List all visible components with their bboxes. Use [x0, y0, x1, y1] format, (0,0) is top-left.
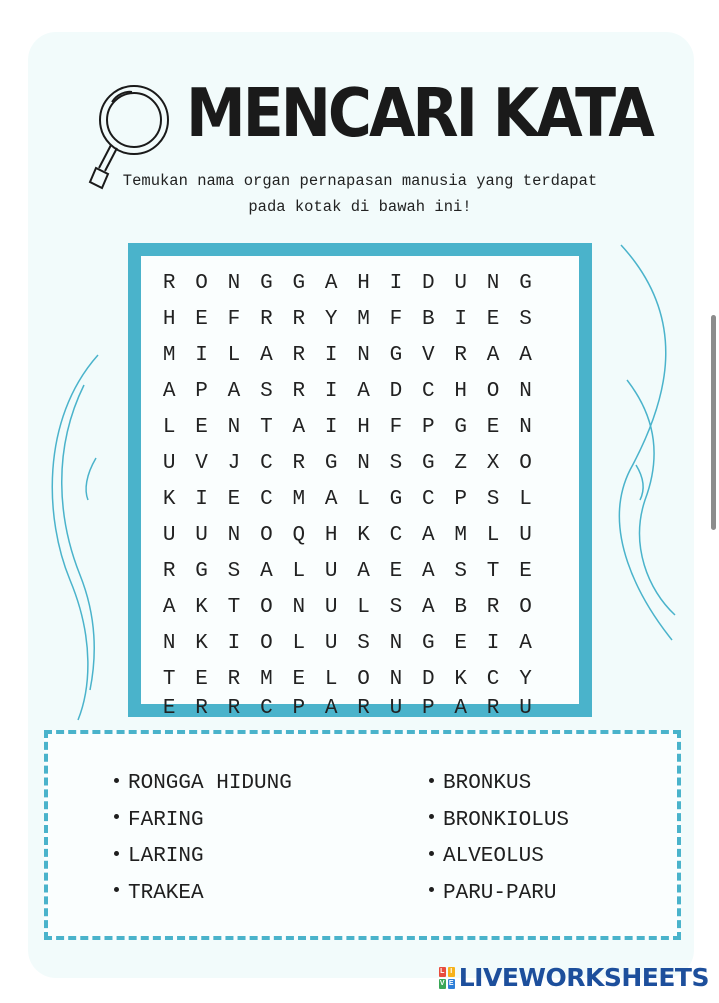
grid-cell[interactable]: U [195, 523, 208, 547]
grid-cell[interactable]: R [486, 697, 500, 720]
grid-cell[interactable]: K [195, 631, 208, 655]
grid-cell[interactable]: A [227, 379, 241, 403]
grid-cell[interactable]: R [486, 595, 500, 619]
word-list-right [429, 766, 569, 912]
grid-cell[interactable]: C [260, 487, 273, 511]
grid-cell[interactable]: O [519, 595, 532, 619]
page-title: MENCARI KATA [186, 74, 652, 153]
word-label: TRAKEA [128, 881, 204, 905]
grid-cell[interactable]: E [195, 415, 208, 439]
logo-tile: E [448, 979, 454, 987]
word-list-item [114, 766, 292, 803]
grid-cell[interactable]: N [389, 631, 403, 655]
grid-cell[interactable]: C [422, 379, 435, 403]
grid-cell[interactable]: S [519, 307, 532, 331]
grid-cell[interactable]: G [292, 271, 306, 295]
grid-cell[interactable]: R [292, 307, 306, 331]
grid-cell[interactable]: P [292, 697, 306, 720]
grid-cell[interactable]: N [389, 667, 403, 691]
grid-cell[interactable]: J [227, 451, 241, 475]
grid-cell[interactable]: I [227, 631, 241, 655]
grid-cell[interactable]: N [357, 343, 370, 367]
grid-cell[interactable]: O [260, 595, 273, 619]
grid-cell[interactable]: E [227, 487, 241, 511]
grid-cell[interactable]: O [195, 271, 208, 295]
grid-cell[interactable]: M [454, 523, 468, 547]
grid-cell[interactable]: R [162, 559, 176, 583]
grid-cell[interactable]: G [195, 559, 208, 583]
grid-cell[interactable]: V [422, 343, 435, 367]
grid-cell[interactable]: C [389, 523, 403, 547]
grid-cell[interactable]: K [195, 595, 208, 619]
grid-cell[interactable]: E [162, 697, 176, 720]
grid-cell[interactable]: N [227, 415, 241, 439]
grid-cell[interactable]: I [389, 271, 403, 295]
grid-cell[interactable]: D [422, 667, 435, 691]
grid-cell[interactable]: A [422, 595, 435, 619]
grid-cell[interactable]: G [389, 343, 403, 367]
grid-cell[interactable]: C [260, 697, 273, 720]
grid-cell[interactable]: A [324, 487, 338, 511]
grid-cell[interactable]: H [454, 379, 468, 403]
grid-cell[interactable]: D [389, 379, 403, 403]
grid-cell[interactable]: N [519, 415, 532, 439]
grid-cell[interactable]: P [195, 379, 208, 403]
grid-cell[interactable]: A [357, 379, 370, 403]
grid-cell[interactable]: N [519, 379, 532, 403]
word-list-item [114, 803, 292, 840]
word-label: RONGGA HIDUNG [128, 772, 292, 795]
grid-cell[interactable]: O [260, 523, 273, 547]
grid-cell[interactable]: L [162, 415, 176, 439]
grid-cell[interactable]: R [292, 379, 306, 403]
word-label: PARU-PARU [443, 881, 557, 905]
grid-cell[interactable]: M [292, 487, 306, 511]
grid-cell[interactable]: A [324, 271, 338, 295]
grid-cell[interactable]: R [357, 697, 370, 720]
grid-cell[interactable]: A [162, 595, 176, 619]
grid-cell[interactable]: E [195, 307, 208, 331]
grid-cell[interactable]: U [519, 697, 532, 720]
grid-cell[interactable]: R [195, 697, 208, 720]
word-label: LARING [128, 845, 204, 868]
grid-cell[interactable]: A [454, 697, 468, 720]
grid-cell[interactable]: C [260, 451, 273, 475]
logo-tile: V [439, 979, 445, 987]
grid-cell[interactable]: H [357, 271, 370, 295]
grid-cell[interactable]: S [389, 451, 403, 475]
grid-cell[interactable]: A [486, 343, 500, 367]
brand-name: LIVEWORKSHEETS [458, 963, 709, 992]
grid-cell[interactable]: L [519, 487, 532, 511]
grid-cell[interactable]: Z [454, 451, 468, 475]
grid-cell[interactable]: I [486, 631, 500, 655]
grid-cell[interactable]: S [486, 487, 500, 511]
logo-tile: I [448, 967, 455, 977]
grid-cell[interactable]: A [260, 343, 273, 367]
word-list-item [114, 839, 292, 876]
grid-cell[interactable]: T [260, 415, 273, 439]
grid-cell[interactable]: N [227, 271, 241, 295]
grid-cell[interactable]: E [195, 667, 208, 691]
grid-cell[interactable]: L [357, 487, 370, 511]
grid-cell[interactable]: L [292, 631, 306, 655]
grid-cell[interactable]: S [227, 559, 241, 583]
grid-cell[interactable]: H [324, 523, 338, 547]
grid-cell[interactable]: F [389, 307, 403, 331]
word-label: BRONKUS [443, 772, 532, 795]
grid-cell[interactable]: L [324, 667, 338, 691]
grid-cell[interactable]: G [260, 271, 273, 295]
bullet-icon [114, 778, 119, 783]
grid-cell[interactable]: U [454, 271, 468, 295]
grid-cell[interactable]: K [454, 667, 468, 691]
grid-cell[interactable]: U [519, 523, 532, 547]
grid-cell[interactable]: N [292, 595, 306, 619]
word-label: ALVEOLUS [443, 845, 544, 868]
grid-cell[interactable]: L [292, 559, 306, 583]
grid-cell[interactable]: U [324, 631, 338, 655]
grid-cell[interactable]: E [486, 415, 500, 439]
grid-cell[interactable]: R [227, 667, 241, 691]
grid-cell[interactable]: E [454, 631, 468, 655]
grid-cell[interactable]: I [324, 343, 338, 367]
grid-cell[interactable]: P [422, 697, 435, 720]
grid-cell[interactable]: X [486, 451, 500, 475]
grid-cell[interactable]: N [227, 523, 241, 547]
grid-cell[interactable]: A [324, 697, 338, 720]
word-search-frame [128, 243, 592, 720]
grid-cell[interactable]: L [227, 343, 241, 367]
grid-cell[interactable]: I [195, 487, 208, 511]
grid-cell[interactable]: R [292, 343, 306, 367]
liveworksheets-logo-icon [439, 967, 455, 989]
word-label: FARING [128, 808, 204, 832]
grid-cell[interactable]: E [519, 559, 532, 583]
grid-cell[interactable]: T [486, 559, 500, 583]
grid-cell[interactable]: B [454, 595, 468, 619]
grid-cell[interactable]: O [357, 667, 370, 691]
grid-cell[interactable]: G [389, 487, 403, 511]
grid-cell[interactable]: Q [292, 523, 306, 547]
grid-cell[interactable]: F [389, 415, 403, 439]
word-list-item [429, 803, 569, 840]
grid-cell[interactable]: P [422, 415, 435, 439]
grid-cell[interactable]: G [454, 415, 468, 439]
grid-cell[interactable]: B [422, 307, 435, 331]
grid-cell[interactable]: G [519, 271, 532, 295]
grid-cell[interactable]: O [260, 631, 273, 655]
grid-cell[interactable]: A [260, 559, 273, 583]
grid-cell[interactable]: I [324, 415, 338, 439]
grid-cell[interactable]: M [162, 343, 176, 367]
word-list-left [114, 766, 292, 912]
grid-cell[interactable]: Y [324, 307, 338, 331]
bullet-icon [114, 851, 119, 856]
bullet-icon [114, 887, 119, 892]
grid-cell[interactable]: T [227, 595, 241, 619]
grid-cell[interactable]: C [486, 667, 500, 691]
grid-cell[interactable]: C [422, 487, 435, 511]
grid-cell[interactable]: U [162, 451, 176, 475]
grid-cell[interactable]: N [162, 631, 176, 655]
grid-cell[interactable]: P [454, 487, 468, 511]
grid-cell[interactable]: Y [519, 667, 532, 691]
grid-cell[interactable]: I [195, 343, 208, 367]
grid-cell[interactable]: A [519, 343, 532, 367]
grid-cell[interactable]: S [389, 595, 403, 619]
grid-cell[interactable]: F [227, 307, 241, 331]
grid-cell[interactable]: S [260, 379, 273, 403]
word-list-item [114, 876, 292, 913]
grid-cell[interactable]: S [357, 631, 370, 655]
grid-cell[interactable]: H [357, 415, 370, 439]
bullet-icon [114, 814, 119, 819]
grid-cell[interactable]: A [292, 415, 306, 439]
grid-cell[interactable]: G [422, 451, 435, 475]
grid-cell[interactable]: U [389, 697, 403, 720]
word-label: BRONKIOLUS [443, 808, 570, 832]
grid-cell[interactable]: A [422, 523, 435, 547]
word-list-item [429, 839, 569, 876]
footer-brand[interactable] [439, 963, 709, 992]
grid-cell[interactable]: O [519, 451, 532, 475]
grid-cell[interactable]: U [324, 595, 338, 619]
bullet-icon [429, 887, 434, 892]
grid-cell[interactable]: G [324, 451, 338, 475]
grid-cell[interactable]: L [486, 523, 500, 547]
grid-cell[interactable]: A [162, 379, 176, 403]
grid-cell[interactable]: E [292, 667, 306, 691]
grid-cell[interactable]: S [454, 559, 468, 583]
grid-cell[interactable]: M [260, 667, 273, 691]
grid-cell[interactable]: L [357, 595, 370, 619]
grid-cell[interactable]: R [260, 307, 273, 331]
grid-cell[interactable]: M [357, 307, 370, 331]
scrollbar[interactable] [711, 315, 716, 530]
grid-cell[interactable]: A [519, 631, 532, 655]
instruction-text: Temukan nama organ pernapasan manusia yang terdapat pada kotak di bawah ini! [122, 172, 598, 216]
bullet-icon [429, 851, 434, 856]
grid-cell[interactable]: U [324, 559, 338, 583]
grid-cell[interactable]: R [292, 451, 306, 475]
grid-cell[interactable]: E [389, 559, 403, 583]
grid-cell[interactable]: K [357, 523, 370, 547]
logo-tile: L [440, 967, 445, 975]
bullet-icon [429, 814, 434, 819]
word-list-box [44, 730, 681, 940]
grid-cell[interactable]: R [227, 697, 241, 720]
grid-cell[interactable]: K [162, 487, 176, 511]
grid-cell[interactable]: A [422, 559, 435, 583]
grid-cell[interactable]: O [486, 379, 500, 403]
grid-cell[interactable]: A [357, 559, 370, 583]
grid-cell[interactable]: R [454, 343, 468, 367]
grid-cell[interactable]: D [422, 271, 435, 295]
grid-cell[interactable]: G [422, 631, 435, 655]
grid-cell[interactable]: N [357, 451, 370, 475]
grid-cell[interactable]: N [486, 271, 500, 295]
grid-cell[interactable]: E [486, 307, 500, 331]
grid-cell[interactable]: V [195, 451, 208, 475]
grid-cell[interactable]: U [162, 523, 176, 547]
word-list-item [429, 766, 569, 803]
grid-cell[interactable]: I [454, 307, 468, 331]
word-list-item [429, 876, 569, 913]
grid-cell[interactable]: T [162, 667, 176, 691]
grid-cell[interactable]: H [162, 307, 176, 331]
bullet-icon [429, 778, 434, 783]
word-search-grid[interactable] [153, 265, 542, 720]
grid-cell[interactable]: R [162, 271, 176, 295]
grid-cell[interactable]: I [324, 379, 338, 403]
